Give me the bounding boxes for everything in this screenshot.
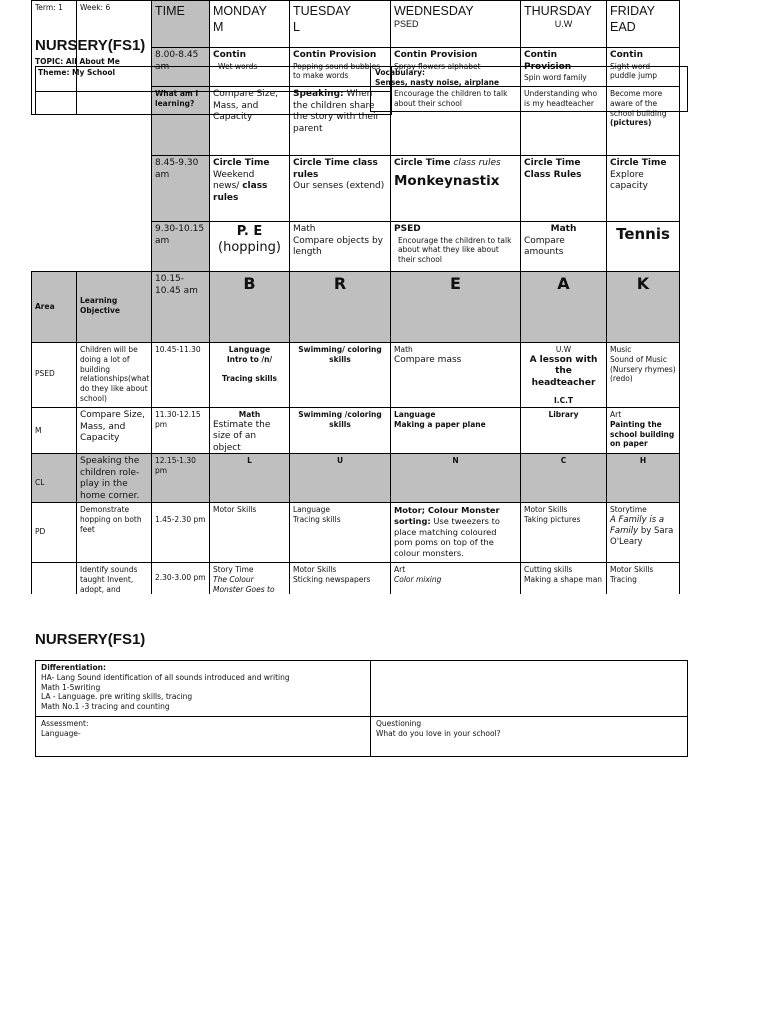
area-last bbox=[31, 562, 77, 594]
week-label: Week: 6 bbox=[80, 3, 111, 12]
thursday-header: THURSDAY U.W bbox=[520, 0, 607, 48]
time-slot-6: 1.45-2.30 pm bbox=[151, 502, 210, 563]
wed-math: Math Compare mass bbox=[390, 342, 521, 408]
mon-story-time: Story Time The Colour Monster Goes to bbox=[209, 562, 290, 594]
differentiation-line: Math No.1 -3 tracing and counting bbox=[41, 702, 170, 711]
questioning-box bbox=[370, 716, 688, 757]
tue-motor: Motor Skills Sticking newspapers bbox=[289, 562, 391, 594]
page-title: NURSERY(FS1) bbox=[35, 37, 146, 54]
wed-circle-time: Circle Time class rules Monkeynastix bbox=[390, 155, 521, 222]
tue-objective: Speaking: When the children share the story with their parent bbox=[289, 86, 391, 156]
differentiation-line: HA- Lang Sound identification of all sounds introduced and writing bbox=[41, 672, 290, 682]
area-pd: PD bbox=[31, 502, 77, 563]
lunch-time: 12.15-1.30 pm bbox=[151, 453, 210, 503]
questioning-label: Questioning bbox=[376, 719, 422, 728]
differentiation-label: Differentiation: bbox=[41, 663, 106, 672]
wed-language: Language Making a paper plane bbox=[390, 407, 521, 454]
mon-circle-time: Circle Time Weekend news/ class rules bbox=[209, 155, 290, 222]
break-letter-k: K bbox=[606, 271, 680, 343]
objective-cl: Speaking the children role-play in the home corner. bbox=[76, 453, 152, 503]
fri-contin: Contin Sight word puddle jump bbox=[606, 47, 680, 87]
time-slot-7: 2.30-3.00 pm bbox=[151, 562, 210, 594]
mon-motor-skills: Motor Skills bbox=[209, 502, 290, 563]
thu-library: Library bbox=[520, 407, 607, 454]
thu-cutting: Cutting skills Making a shape man bbox=[520, 562, 607, 594]
assessment-label: Assessment: bbox=[41, 719, 89, 728]
thu-motor: Motor Skills Taking pictures bbox=[520, 502, 607, 563]
mon-math: Math Estimate the size of an object bbox=[209, 407, 290, 454]
time-slot-4: 10.45-11.30 bbox=[151, 342, 210, 408]
break-time: 10.15-10.45 am bbox=[151, 271, 210, 343]
questioning-value: What do you love in your school? bbox=[376, 728, 501, 738]
differentiation-box bbox=[35, 660, 371, 717]
differentiation-notes-box bbox=[370, 660, 688, 717]
lunch-letter-l: L bbox=[209, 453, 290, 503]
thu-math: Math Compare amounts bbox=[520, 221, 607, 272]
tue-language: Language Tracing skills bbox=[289, 502, 391, 563]
lunch-letter-h: H bbox=[606, 453, 680, 503]
time-slot-3: 9.30-10.15 am bbox=[151, 221, 210, 272]
learning-label: What am I learning? bbox=[151, 86, 210, 156]
lunch-letter-c: C bbox=[520, 453, 607, 503]
tue-math: Math Compare objects by length bbox=[289, 221, 391, 272]
break-letter-e: E bbox=[390, 271, 521, 343]
monday-header: MONDAY M bbox=[209, 0, 290, 48]
time-slot-2: 8.45-9.30 am bbox=[151, 155, 210, 222]
differentiation-line: Math 1-5writing bbox=[41, 682, 101, 692]
wed-psed: PSED Encourage the children to talk about what they like about their school bbox=[390, 221, 521, 272]
vocabulary-words: Senses, nasty noise, airplane bbox=[375, 78, 500, 87]
bottom-title: NURSERY(FS1) bbox=[35, 631, 146, 648]
term-label: Term: 1 bbox=[35, 3, 63, 12]
objective-last: Identify sounds taught Invent, adopt, and bbox=[76, 562, 152, 594]
wed-motor: Motor; Colour Monster sorting: Use tweezers to place matching coloured pom poms on top of the colour monsters. bbox=[390, 502, 521, 563]
area-cl: CL bbox=[31, 453, 77, 503]
topic-label: TOPIC: All About Me bbox=[35, 57, 120, 66]
lunch-letter-n: N bbox=[390, 453, 521, 503]
differentiation-line: LA - Language. pre writing skills, tracing bbox=[41, 692, 193, 702]
time-slot-1: 8.00-8.45 am bbox=[151, 47, 210, 87]
area-header: Area bbox=[31, 271, 77, 343]
thu-circle-time: Circle Time Class Rules bbox=[520, 155, 607, 222]
vocabulary-box bbox=[370, 66, 688, 112]
friday-header: FRIDAY EAD bbox=[606, 0, 680, 48]
wed-art: Art Color mixing bbox=[390, 562, 521, 594]
objective-header: Learning Objective bbox=[76, 271, 152, 343]
thu-uw: U.W A lesson with the headteacher I.C.T bbox=[520, 342, 607, 408]
theme-box bbox=[35, 66, 392, 92]
time-slot-5: 11.30-12.15 pm bbox=[151, 407, 210, 454]
fri-motor: Motor Skills Tracing bbox=[606, 562, 680, 594]
objective-psed: Children will be doing a lot of building relationships(what do they like about school) bbox=[76, 342, 152, 408]
time-header: TIME bbox=[151, 0, 210, 48]
objective-pd: Demonstrate hopping on both feet bbox=[76, 502, 152, 563]
break-letter-b: B bbox=[209, 271, 290, 343]
vocabulary-label: Vocabulary: bbox=[375, 68, 425, 77]
wednesday-header: WEDNESDAY PSED bbox=[390, 0, 521, 48]
theme-label: Theme: My School bbox=[38, 68, 116, 77]
tuesday-header: TUESDAY L bbox=[289, 0, 391, 48]
mon-language: Language Intro to /n/ Tracing skills bbox=[209, 342, 290, 408]
objective-m: Compare Size, Mass, and Capacity bbox=[76, 407, 152, 454]
area-m: M bbox=[31, 407, 77, 454]
fri-tennis: Tennis bbox=[606, 221, 680, 272]
fri-circle-time: Circle Time Explore capacity bbox=[606, 155, 680, 222]
assessment-box bbox=[35, 716, 371, 757]
theme-box-lower bbox=[35, 91, 392, 115]
tue-circle-time: Circle Time class rules Our senses (extend) bbox=[289, 155, 391, 222]
wed-contin: Contin Provision Spray flowers alphabet bbox=[390, 47, 521, 87]
break-letter-r: R bbox=[289, 271, 391, 343]
fri-art: Art Painting the school building on paper bbox=[606, 407, 680, 454]
thu-contin: Contin Provision Spin word family bbox=[520, 47, 607, 87]
mon-contin: Contin Wet words bbox=[209, 47, 290, 87]
area-psed: PSED bbox=[31, 342, 77, 408]
mon-objective: Compare Size, Mass, and Capacity bbox=[209, 86, 290, 156]
wed-objective: Encourage the children to talk about their school bbox=[390, 86, 521, 156]
assessment-value: Language- bbox=[41, 728, 81, 738]
lunch-letter-u: U bbox=[289, 453, 391, 503]
fri-objective: Become more aware of the school building (pictures) bbox=[606, 86, 680, 156]
fri-storytime: Storytime A Family is a Family by Sara O'Leary bbox=[606, 502, 680, 563]
tue-swimming-2: Swimming /coloring skills bbox=[289, 407, 391, 454]
mon-pe: P. E (hopping) bbox=[209, 221, 290, 272]
fri-music: Music Sound of Music (Nursery rhymes) (redo) bbox=[606, 342, 680, 408]
tue-contin: Contin Provision Popping sound bubbles to make words bbox=[289, 47, 391, 87]
break-letter-a: A bbox=[520, 271, 607, 343]
tue-swimming: Swimming/ coloring skills bbox=[289, 342, 391, 408]
thu-objective: Understanding who is my headteacher bbox=[520, 86, 607, 156]
